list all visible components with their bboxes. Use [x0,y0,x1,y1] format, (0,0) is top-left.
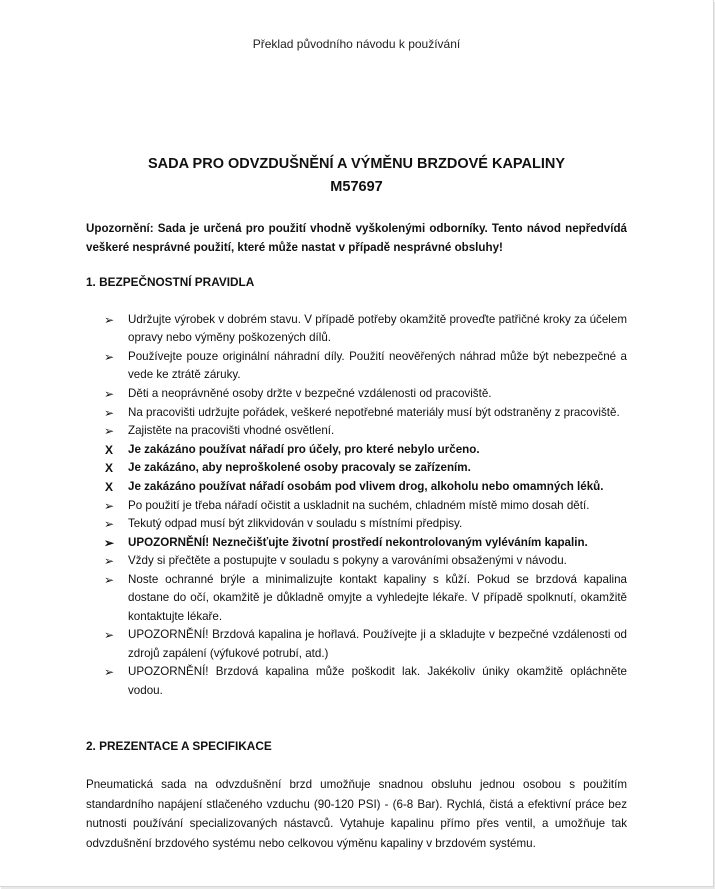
x-mark-icon: X [105,479,114,494]
list-item-text: UPOZORNĚNÍ! Neznečišťujte životní prostředí nekontrolovaným vyléváním kapalin. [128,535,588,549]
list-item-text: Noste ochranné brýle a minimalizujte kontakt kapaliny s kůží. Pokud se brzdová kapalina dostane do očí, okamžitě je důkladně omyjte a vyhledejte lékaře. V případě spolknutí, okamžitě kontaktujte lékaře. [128,572,627,623]
model-number: M57697 [330,179,383,195]
arrow-icon: ➢ [104,517,115,532]
warning-notice: Upozornění: Sada je určená pro použití vhodně vyškolenými odborníky. Tento návod nepředvídá veškeré nesprávné použití, které může nastat v případě nesprávné obsluhy! [86,222,627,254]
arrow-icon: ➢ [104,405,115,420]
list-item [104,534,627,552]
list-item-text: Zajistěte na pracovišti vhodné osvětlení. [128,424,335,438]
title-line: SADA PRO ODVZDUŠNĚNÍ A VÝMĚNU BRZDOVÉ KAPALINY [147,156,566,172]
list-item [104,348,627,385]
arrow-icon: ➢ [104,665,115,680]
list-item-text: Je zakázáno používat nářadí osobám pod vlivem drog, alkoholu nebo omamných léků. [128,479,604,493]
list-item-text: UPOZORNĚNÍ! Brzdová kapalina může poškodit lak. Jakékoliv úniky okamžitě opláchněte vodou. [128,665,627,697]
arrow-icon: ➢ [104,535,115,550]
list-item-text: Udržujte výrobek v dobrém stavu. V případě potřeby okamžitě proveďte patřičné kroky za účelem opravy nebo výměny poškozených dílů. [128,313,627,345]
header-note: Překlad původního návodu k používání [252,37,461,51]
list-item [104,441,627,459]
x-mark-icon: X [105,442,114,457]
safety-rules-list [104,311,627,700]
arrow-icon: ➢ [104,554,115,569]
list-item [104,552,627,570]
section-heading-specification: 2. PREZENTACE A SPECIFIKACE [86,739,272,753]
list-item [104,497,627,515]
list-item-text: Používejte pouze originální náhradní díly. Použití neověřených náhrad může být nebezpečné a vede ke ztrátě záruky. [128,350,627,382]
list-item [104,478,627,496]
x-mark-icon: X [105,461,114,476]
list-item [104,515,627,533]
list-item-text: Na pracovišti udržujte pořádek, veškeré nepotřebné materiály musí být odstraněny z pracoviště. [128,405,620,419]
list-item [104,626,627,663]
list-item-text: Je zakázáno, aby neproškolené osoby pracovaly se zařízením. [128,461,471,475]
arrow-icon: ➢ [104,572,115,587]
document-title [0,153,713,199]
arrow-icon: ➢ [104,498,115,513]
arrow-icon: ➢ [104,350,115,364]
list-item [104,571,627,626]
list-item [104,459,627,477]
list-item [104,311,627,348]
section-heading-safety: 1. BEZPEČNOSTNÍ PRAVIDLA [86,275,255,289]
list-item [104,385,627,403]
arrow-icon: ➢ [104,424,115,439]
list-item [104,663,627,700]
list-item-text: Děti a neoprávněné osoby držte v bezpečné vzdálenosti od pracoviště. [128,387,492,400]
specification-paragraph: Pneumatická sada na odvzdušnění brzd umožňuje snadnou obsluhu jednou osobou s použitím standardního napájení stlačeného vzduchu (90-120 PSI) - (6-8 Bar). Rychlá, čistá a efektivní práce bez nutnosti používání specializovaných nástavců. Vytahuje kapalinu přímo přes ventil, a umožňuje tak odvzdušnění brzdového systému nebo celkovou výměnu kapaliny v brzdovém systému. [86,778,627,850]
list-item [104,404,627,422]
arrow-icon: ➢ [104,628,115,643]
list-item-text: Tekutý odpad musí být zlikvidován v souladu s místními předpisy. [128,517,463,531]
list-item-text: UPOZORNĚNÍ! Brzdová kapalina je hořlavá. Používejte ji a skladujte v bezpečné vzdálenosti od zdrojů zapálení (výfukové potrubí, atd.) [128,628,627,660]
list-item-text: Je zakázáno používat nářadí pro účely, pro které nebylo určeno. [128,442,480,456]
arrow-icon: ➢ [104,313,115,327]
arrow-icon: ➢ [104,387,115,401]
list-item-text: Vždy si přečtěte a postupujte v souladu s pokyny a varováními obsaženými v návodu. [128,554,567,568]
list-item-text: Po použití je třeba nářadí očistit a uskladnit na suchém, chladném místě mimo dosah dětí. [128,498,590,512]
list-item [104,422,627,440]
